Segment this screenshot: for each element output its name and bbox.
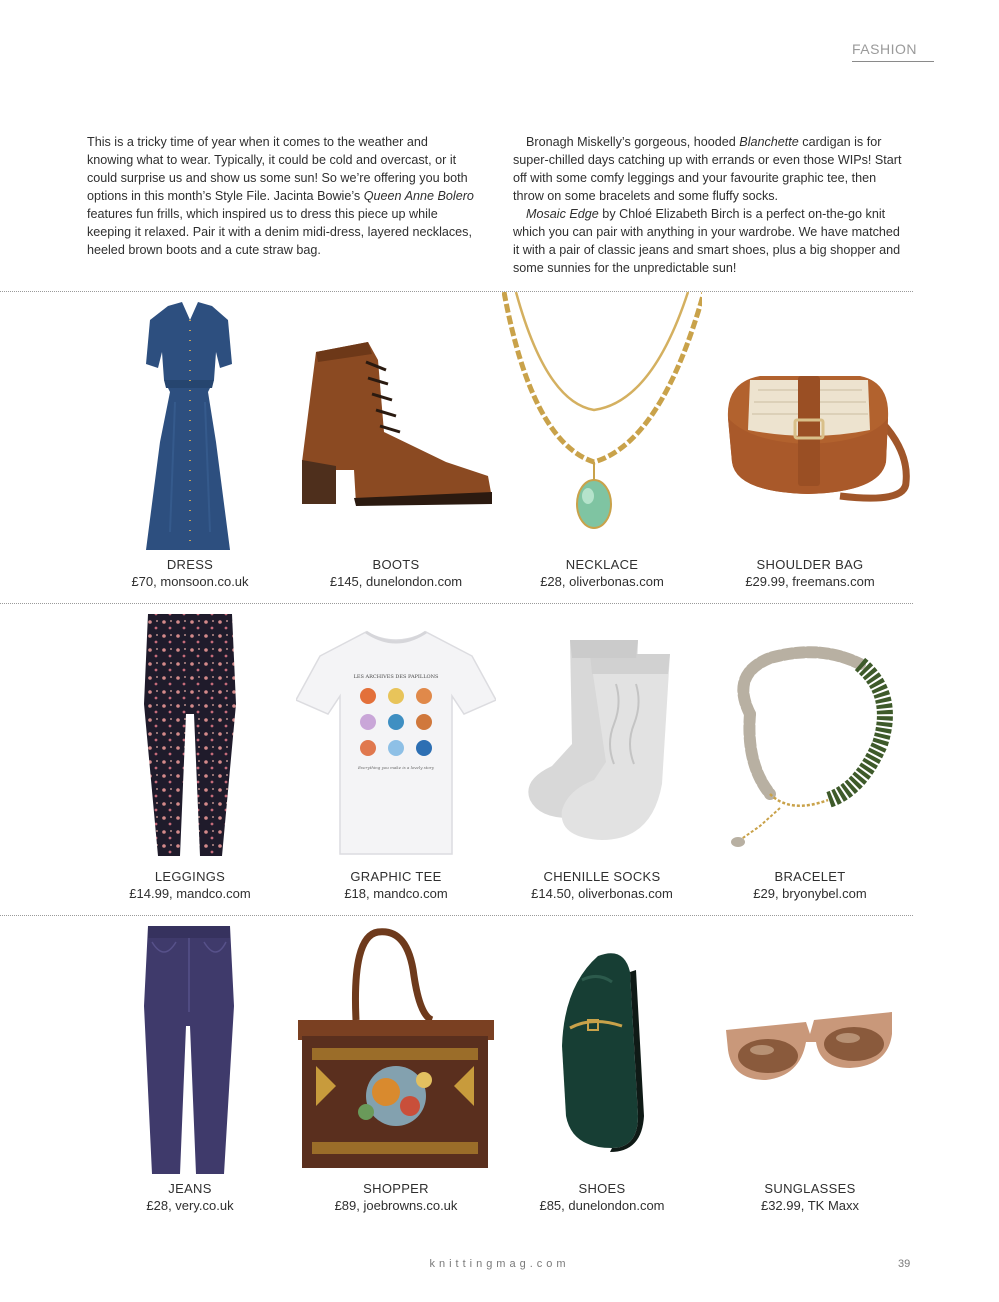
product-price: £145, dunelondon.com bbox=[329, 574, 463, 589]
intro-left-column bbox=[87, 133, 477, 259]
section-label: FASHION bbox=[852, 41, 917, 57]
product-name: JEANS bbox=[168, 1181, 212, 1196]
intro-left-paragraph: This is a tricky time of year when it comes to the weather and knowing what to wear. Typically, it could be cold and overcast, or it could surprise us and show us some sun! So we’re offering you both options in this month’s Style File. Jacinta Bowie’s Queen Anne Bolero features fun frills, which inspired us to dress this piece up while keeping it relaxed. Pair it with a denim midi-dress, layered necklaces, heeled brown boots and a cute straw bag. bbox=[87, 135, 474, 257]
product-caption bbox=[710, 556, 910, 590]
product-name: CHENILLE SOCKS bbox=[543, 869, 661, 884]
product-price: £18, mandco.com bbox=[344, 886, 448, 901]
product-caption bbox=[296, 868, 496, 902]
product-caption bbox=[710, 868, 910, 902]
product-chenille-socks[interactable] bbox=[502, 604, 702, 906]
product-caption bbox=[710, 1180, 910, 1214]
product-leggings[interactable] bbox=[90, 604, 290, 906]
product-shoulder-bag[interactable] bbox=[710, 292, 910, 594]
product-caption bbox=[502, 556, 702, 590]
product-necklace[interactable] bbox=[502, 292, 702, 594]
boots-image bbox=[296, 292, 496, 554]
product-caption bbox=[90, 556, 290, 590]
product-price: £14.99, mandco.com bbox=[129, 886, 251, 901]
intro-right-column bbox=[513, 133, 909, 277]
graphic-tee-image bbox=[296, 604, 496, 866]
product-name: LEGGINGS bbox=[154, 869, 226, 884]
product-sunglasses[interactable] bbox=[710, 916, 910, 1218]
product-price: £70, monsoon.co.uk bbox=[131, 574, 249, 589]
chenille-socks-image bbox=[502, 604, 702, 866]
product-caption bbox=[502, 868, 702, 902]
product-jeans[interactable] bbox=[90, 916, 290, 1218]
product-price: £85, dunelondon.com bbox=[539, 1198, 665, 1213]
product-caption bbox=[90, 868, 290, 902]
product-name: BRACELET bbox=[774, 869, 846, 884]
product-price: £89, joebrowns.co.uk bbox=[334, 1198, 458, 1213]
product-shoes[interactable] bbox=[502, 916, 702, 1218]
dress-image bbox=[90, 292, 290, 554]
product-price: £32.99, TK Maxx bbox=[760, 1198, 860, 1213]
section-rule bbox=[852, 61, 934, 62]
shoulder-bag-image bbox=[710, 292, 910, 554]
product-caption bbox=[90, 1180, 290, 1214]
shopper-image bbox=[296, 916, 496, 1178]
intro-right-paragraph-2: Mosaic Edge by Chloé Elizabeth Birch is a perfect on-the-go knit which you can pair with anything in your wardrobe. We have matched it with a pair of classic jeans and smart shoes, plus a big shopper and some sunnies for the unpredictable sun! bbox=[513, 207, 901, 275]
bracelet-image bbox=[710, 604, 910, 866]
pattern-title-queen-anne-bolero: Queen Anne Bolero bbox=[363, 189, 474, 203]
svg-text:LES ARCHIVES DES PAPILLONS: LES ARCHIVES DES PAPILLONS bbox=[353, 674, 439, 680]
product-name: NECKLACE bbox=[565, 557, 639, 572]
leggings-image bbox=[90, 604, 290, 866]
product-caption bbox=[296, 556, 496, 590]
shoes-image bbox=[502, 916, 702, 1178]
product-dress[interactable] bbox=[90, 292, 290, 594]
product-price: £14.50, oliverbonas.com bbox=[531, 886, 673, 901]
product-name: SHOULDER BAG bbox=[756, 557, 864, 572]
product-bracelet[interactable] bbox=[710, 604, 910, 906]
butterfly-icon bbox=[360, 688, 432, 756]
page-number: 39 bbox=[898, 1258, 911, 1270]
svg-text:Everything you make is a lovel: Everything you make is a lovely story bbox=[358, 765, 434, 770]
product-caption bbox=[502, 1180, 702, 1214]
product-caption bbox=[296, 1180, 496, 1214]
necklace-image bbox=[502, 292, 702, 554]
product-price: £28, oliverbonas.com bbox=[540, 574, 664, 589]
product-name: SUNGLASSES bbox=[764, 1181, 856, 1196]
pattern-title-mosaic-edge: Mosaic Edge bbox=[526, 207, 599, 221]
pattern-title-blanchette: Blanchette bbox=[739, 135, 799, 149]
product-name: BOOTS bbox=[372, 557, 420, 572]
footer-website: knittingmag.com bbox=[429, 1258, 570, 1270]
sunglasses-image bbox=[710, 916, 910, 1178]
product-graphic-tee[interactable] bbox=[296, 604, 496, 906]
product-boots[interactable] bbox=[296, 292, 496, 594]
intro-right-paragraph-1: Bronagh Miskelly’s gorgeous, hooded Blanchette cardigan is for super-chilled days catching up with errands or even those WIPs! Start off with some comfy leggings and your favourite graphic tee, then throw on some bracelets and some fluffy socks. bbox=[513, 135, 902, 203]
product-price: £29, bryonybel.com bbox=[753, 886, 867, 901]
jeans-image bbox=[90, 916, 290, 1178]
product-price: £29.99, freemans.com bbox=[745, 574, 875, 589]
product-name: SHOPPER bbox=[363, 1181, 429, 1196]
product-name: SHOES bbox=[578, 1181, 626, 1196]
product-shopper[interactable] bbox=[296, 916, 496, 1218]
product-name: GRAPHIC TEE bbox=[350, 869, 442, 884]
product-price: £28, very.co.uk bbox=[146, 1198, 234, 1213]
product-name: DRESS bbox=[166, 557, 214, 572]
